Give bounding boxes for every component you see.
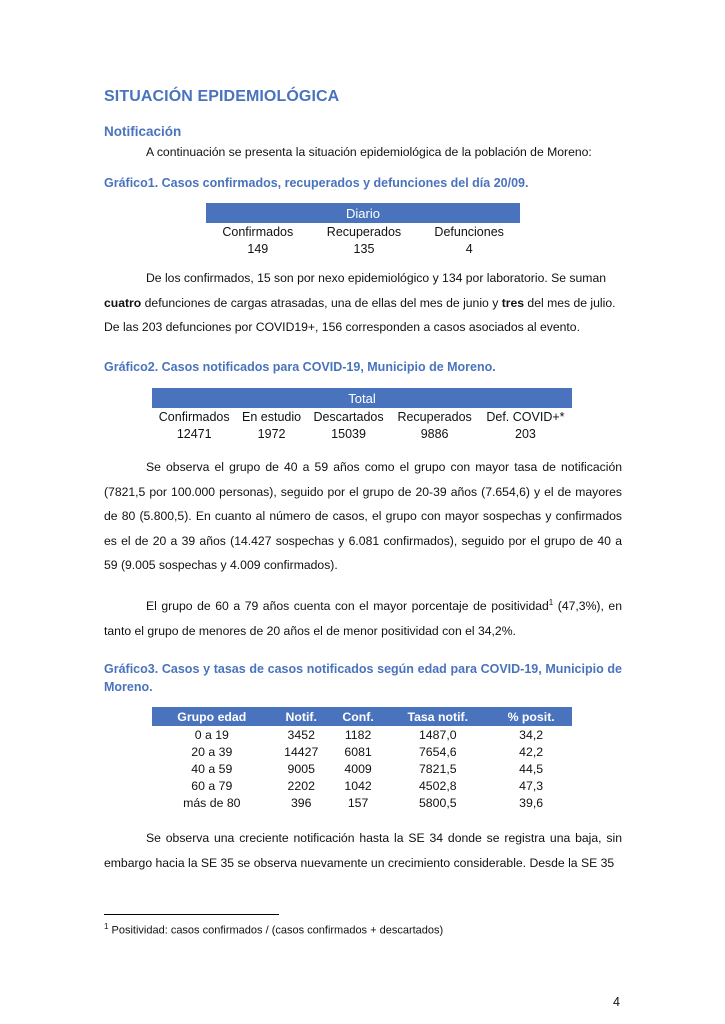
cell: 1042 bbox=[344, 778, 372, 793]
total-col-descartados: Descartados bbox=[313, 409, 384, 424]
paragraph-confirmados bbox=[104, 266, 622, 340]
total-val-recuperados: 9886 bbox=[420, 426, 449, 441]
cell: 5800,5 bbox=[418, 795, 457, 810]
para3-after: (47,3%), en tanto el grupo de menores de 20 años el de menor positividad con el 34,2%. bbox=[104, 599, 622, 638]
total-val-descartados: 15039 bbox=[331, 426, 366, 441]
cell: 2202 bbox=[287, 778, 315, 793]
paragraph-positividad bbox=[104, 594, 622, 643]
age-col-tasa: Tasa notif. bbox=[385, 707, 490, 726]
cell: 4502,8 bbox=[418, 778, 457, 793]
cell: 39,6 bbox=[519, 795, 544, 810]
section-heading: Notificación bbox=[104, 124, 182, 139]
table-row bbox=[152, 726, 572, 743]
figure1-caption: Gráfico1. Casos confirmados, recuperados y defunciones del día 20/09. bbox=[104, 176, 529, 190]
intro-text: A continuación se presenta la situación epidemiológica de la población de Moreno: bbox=[146, 145, 592, 159]
table-row bbox=[152, 760, 572, 777]
cell: 9005 bbox=[287, 761, 315, 776]
daily-col-defunciones: Defunciones bbox=[434, 224, 504, 239]
total-val-def-covid: 203 bbox=[515, 426, 536, 441]
footnote-number: 1 bbox=[104, 922, 109, 931]
para1-line2-mid: defunciones de cargas atrasadas, una de ellas del mes de junio y bbox=[141, 295, 502, 310]
total-col-recuperados: Recuperados bbox=[397, 409, 472, 424]
cell: 396 bbox=[290, 795, 312, 810]
total-val-en-estudio: 1972 bbox=[257, 426, 286, 441]
cell: 0 a 19 bbox=[194, 727, 229, 742]
age-col-conf: Conf. bbox=[331, 707, 385, 726]
paragraph-tasas bbox=[104, 455, 622, 578]
cell: 34,2 bbox=[519, 727, 544, 742]
para1-bold-cuatro: cuatro bbox=[104, 295, 142, 310]
total-col-confirmados: Confirmados bbox=[158, 409, 230, 424]
footnote-ref: 1 bbox=[548, 597, 554, 607]
total-val-confirmados: 12471 bbox=[176, 426, 212, 441]
footnote-text: Positividad: casos confirmados / (casos confirmados + descartados) bbox=[108, 924, 444, 937]
footnote-divider bbox=[104, 914, 279, 915]
cell: 1182 bbox=[344, 727, 372, 742]
cell: 20 a 39 bbox=[191, 744, 233, 759]
cell: 1487,0 bbox=[418, 727, 457, 742]
age-col-grupo: Grupo edad bbox=[152, 707, 272, 726]
cell: 7821,5 bbox=[418, 761, 457, 776]
cell: más de 80 bbox=[183, 795, 241, 810]
footnote bbox=[104, 922, 443, 937]
daily-col-recuperados: Recuperados bbox=[326, 224, 402, 239]
age-col-notif: Notif. bbox=[272, 707, 331, 726]
cell: 4009 bbox=[344, 761, 372, 776]
cell: 42,2 bbox=[519, 744, 544, 759]
cell: 44,5 bbox=[519, 761, 544, 776]
cell: 14427 bbox=[284, 744, 319, 759]
age-col-posit: % posit. bbox=[490, 707, 572, 726]
figure2-caption: Gráfico2. Casos notificados para COVID-19, Municipio de Moreno. bbox=[104, 360, 496, 374]
cell: 40 a 59 bbox=[191, 761, 233, 776]
total-col-def-covid: Def. COVID+* bbox=[486, 409, 565, 424]
figure3-caption: Gráfico3. Casos y tasas de casos notificados según edad para COVID-19, Municipio de Moreno. bbox=[104, 662, 622, 694]
para2-text: Se observa el grupo de 40 a 59 años como el grupo con mayor tasa de notificación (7821,5 por 100.000 personas), seguido por el grupo de 20-39 años (7.654,6) y el de mayores de 80 (5.800,5). En cuanto al número de casos, el grupo con mayor sospechas y confirmados es el de 20 a 39 años (14.427 sospechas y 6.081 confirmados), seguido por el grupo de 40 a 59 (9.005 sospechas y 4.009 confirmados). bbox=[104, 460, 622, 572]
para1-line1: De los confirmados, 15 son por nexo epidemiológico y 134 por laboratorio. Se suman bbox=[146, 271, 607, 285]
daily-val-defunciones: 4 bbox=[465, 241, 473, 256]
daily-val-recuperados: 135 bbox=[353, 241, 375, 256]
paragraph-se bbox=[104, 826, 622, 875]
daily-col-confirmados: Confirmados bbox=[222, 224, 294, 239]
cell: 47,3 bbox=[519, 778, 544, 793]
total-table bbox=[152, 388, 572, 442]
cell: 7654,6 bbox=[418, 744, 457, 759]
cell: 3452 bbox=[287, 727, 315, 742]
intro-paragraph bbox=[104, 140, 622, 165]
total-col-en-estudio: En estudio bbox=[242, 409, 302, 424]
cell: 6081 bbox=[344, 744, 372, 759]
cell: 60 a 79 bbox=[191, 778, 233, 793]
table-row bbox=[152, 743, 572, 760]
para1-line2-end: del mes de julio. bbox=[524, 295, 616, 310]
para3-before: El grupo de 60 a 79 años cuenta con el mayor porcentaje de positividad bbox=[146, 599, 549, 613]
total-table-header: Total bbox=[152, 388, 572, 408]
daily-table-header: Diario bbox=[206, 203, 520, 223]
age-table bbox=[152, 707, 572, 811]
daily-val-confirmados: 149 bbox=[247, 241, 269, 256]
para1-bold-tres: tres bbox=[501, 295, 525, 310]
para4-text: Se observa una creciente notificación hasta la SE 34 donde se registra una baja, sin embargo hacia la SE 35 se observa nuevamente un crecimiento considerable. Desde la SE 35 bbox=[104, 831, 622, 870]
table-row bbox=[152, 794, 572, 811]
page-title: SITUACIÓN EPIDEMIOLÓGICA bbox=[104, 88, 340, 105]
para1-line3: De las 203 defunciones por COVID19+, 156 corresponden a casos asociados al evento. bbox=[104, 320, 580, 334]
table-row bbox=[152, 777, 572, 794]
cell: 157 bbox=[347, 795, 369, 810]
page-number: 4 bbox=[613, 995, 620, 1009]
daily-table bbox=[206, 203, 520, 257]
